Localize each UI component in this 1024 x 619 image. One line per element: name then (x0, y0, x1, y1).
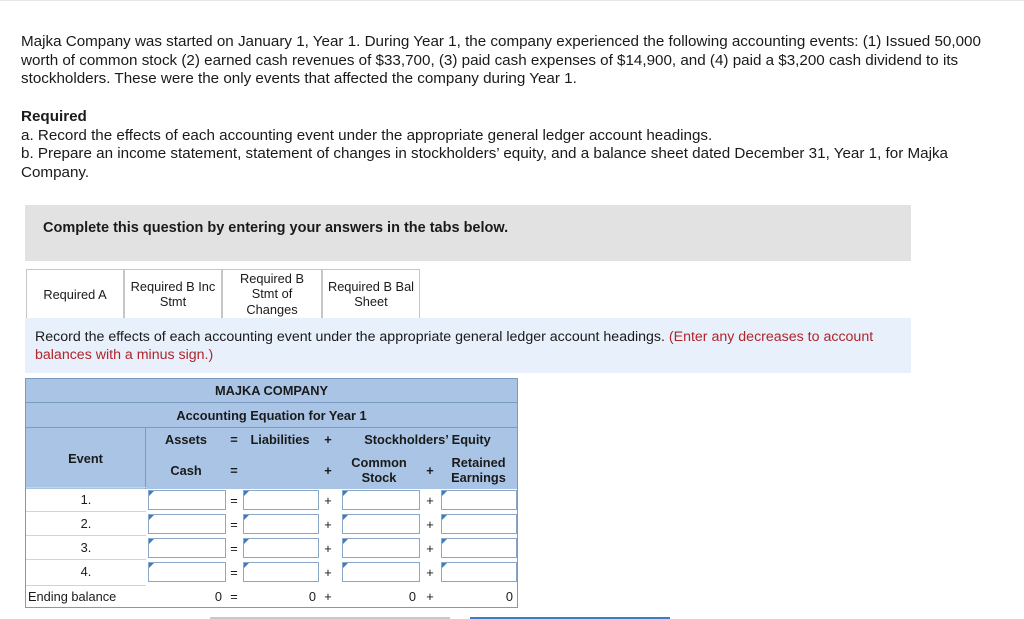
plus-sign: + (324, 517, 332, 532)
liabilities-input[interactable] (243, 490, 319, 510)
accounting-equation-table (25, 378, 518, 608)
plus-sign: + (318, 451, 338, 489)
instructions-box (25, 318, 911, 373)
plus-sign: + (318, 427, 338, 451)
liabilities-header: Liabilities (242, 427, 318, 451)
plus-sign: + (324, 493, 332, 508)
event-label: 3. (26, 535, 146, 559)
liabilities-input[interactable] (243, 514, 319, 534)
cash-input[interactable] (148, 490, 226, 510)
retained-earnings-header: Retained Earnings (440, 451, 517, 489)
retained-earnings-input[interactable] (441, 538, 517, 558)
equals-sign: = (230, 493, 238, 508)
required-section (21, 108, 1001, 182)
retained-earnings-input[interactable] (441, 490, 517, 510)
retained-earnings-input[interactable] (441, 562, 517, 582)
tab-required-b-inc-stmt[interactable] (124, 269, 222, 319)
common-stock-header: Common Stock (338, 451, 420, 489)
common-stock-input[interactable] (342, 538, 420, 558)
liabilities-input[interactable] (243, 562, 319, 582)
tab-required-b-bal-sheet[interactable] (322, 269, 420, 319)
plus-sign: + (426, 565, 434, 580)
company-name: MAJKA COMPANY (26, 379, 517, 403)
cash-input[interactable] (148, 514, 226, 534)
equals-sign: = (230, 517, 238, 532)
required-b-text: b. Prepare an income statement, statement of changes in stockholders’ equity, and a balance sheet dated December 31, Year 1, for Majka Company. (21, 145, 948, 181)
event-header: Event (26, 427, 146, 489)
assets-header: Assets (146, 427, 226, 451)
ending-liabilities: 0 (308, 589, 316, 604)
plus-sign: + (426, 517, 434, 532)
equals-sign: = (230, 589, 238, 604)
plus-sign: + (426, 589, 434, 604)
common-stock-input[interactable] (342, 490, 420, 510)
liabilities-subheader (242, 451, 318, 489)
tab-label: Required B Stmt of Changes (239, 270, 305, 317)
top-divider (0, 0, 1024, 1)
tab-required-b-stmt-changes[interactable] (222, 269, 322, 319)
problem-intro: Majka Company was started on January 1, Year 1. During Year 1, the company experienced the following accounting events: (1) Issued 50,000 worth of common stock (2) earned cash revenues of $33,700, (3) paid cash expenses of $14,900, and (4) paid a $3,200 cash dividend to its stockholders. These were the only events that affected the company during Year 1. (21, 33, 981, 87)
common-stock-input[interactable] (342, 562, 420, 582)
equals-sign: = (226, 451, 242, 489)
event-label: 2. (26, 511, 146, 535)
cash-input[interactable] (148, 562, 226, 582)
tab-label: Required A (43, 286, 107, 302)
cash-input[interactable] (148, 538, 226, 558)
plus-sign: + (324, 565, 332, 580)
event-label: 4. (26, 559, 146, 583)
retained-earnings-input[interactable] (441, 514, 517, 534)
plus-sign: + (324, 541, 332, 556)
tab-label: Required B Inc Stmt (130, 278, 216, 309)
equals-sign: = (230, 541, 238, 556)
ending-retained-earnings: 0 (505, 589, 513, 604)
plus-sign: + (426, 541, 434, 556)
required-a-text: a. Record the effects of each accounting event under the appropriate general ledger account headings. (21, 126, 713, 144)
ending-balance-label: Ending balance (26, 585, 146, 607)
instructions-note: (Enter any decreases to account balances with a minus sign.) (35, 329, 874, 363)
plus-sign: + (420, 451, 440, 489)
equals-sign: = (230, 565, 238, 580)
equity-header: Stockholders’ Equity (338, 427, 517, 451)
event-label: 1. (26, 487, 146, 511)
tab-required-a[interactable] (26, 269, 124, 319)
common-stock-input[interactable] (342, 514, 420, 534)
ending-common-stock: 0 (408, 589, 416, 604)
instruction-banner: Complete this question by entering your answers in the tabs below. (25, 205, 911, 261)
instructions-text: Record the effects of each accounting event under the appropriate general ledger account headings. (35, 329, 665, 345)
cash-header: Cash (146, 451, 226, 489)
required-heading: Required (21, 108, 87, 125)
liabilities-input[interactable] (243, 538, 319, 558)
table-title: Accounting Equation for Year 1 (26, 403, 517, 427)
plus-sign: + (324, 589, 332, 604)
ending-cash: 0 (214, 589, 222, 604)
equals-sign: = (226, 427, 242, 451)
tab-label: Required B Bal Sheet (327, 278, 415, 309)
plus-sign: + (426, 493, 434, 508)
